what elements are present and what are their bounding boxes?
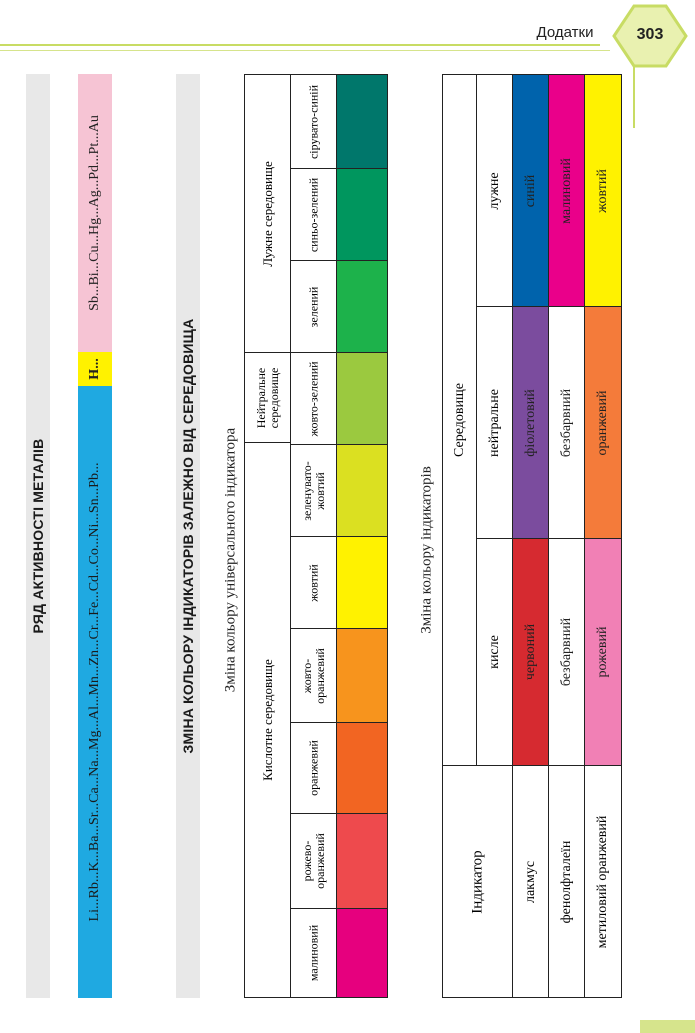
- indicators-table: [442, 74, 622, 998]
- header-environment: [442, 74, 477, 766]
- indicator-color-label: оранжевий: [595, 389, 610, 456]
- indicator-column-label-cell: [290, 352, 337, 445]
- indicator-column-label-cell: [290, 260, 337, 353]
- indicator-color-swatch: [336, 74, 388, 169]
- indicator-name-cell: [548, 765, 585, 998]
- indicator-column-label: жовто-зелений: [306, 360, 320, 437]
- indicator-color-label: синій: [522, 174, 538, 207]
- indicator-color-label: безбарвний: [558, 617, 574, 687]
- indicator-name-cell: [512, 765, 549, 998]
- group-neutral-text: Нейтральне середовище: [253, 367, 281, 428]
- universal-indicator-table: [244, 74, 388, 998]
- indicator-color-cell: [548, 538, 585, 766]
- indicator-color-swatch: [336, 536, 388, 629]
- environment-column-header: [476, 306, 513, 539]
- bottom-corner-decoration: [640, 1020, 695, 1033]
- indicator-color-label: червоний: [522, 623, 538, 681]
- activity-segment-pink: [78, 74, 112, 352]
- indicator-color-cell: [584, 538, 622, 766]
- indicator-column-label: жовтий: [306, 563, 320, 602]
- indicator-column-label-cell: [290, 536, 337, 629]
- page-number: 303: [636, 26, 664, 43]
- indicator-name: фенолфталеїн: [558, 840, 574, 923]
- indicators-caption-box: [414, 400, 440, 700]
- indicator-color-swatch: [336, 908, 388, 998]
- indicator-column-label: зеленувато-жовтий: [299, 460, 327, 521]
- environment-column-label: нейтральне: [486, 388, 502, 457]
- indicator-color-label: безбарвний: [558, 388, 574, 457]
- indicator-column-label-cell: [290, 444, 337, 537]
- indicators-table-caption: Зміна кольору індикаторів: [418, 466, 435, 634]
- indicator-name: лакмус: [522, 860, 538, 903]
- indicator-name-cell: [584, 765, 622, 998]
- indicator-color-cell: [512, 306, 549, 539]
- indicator-column-label: малиновий: [306, 924, 320, 982]
- universal-indicator-caption: Зміна кольору універсального індикатора: [222, 427, 239, 693]
- header-indicator-label: Індикатор: [469, 849, 485, 914]
- indicator-column-label-cell: [290, 74, 337, 169]
- indicator-color-swatch: [336, 352, 388, 445]
- indicator-column-label: синьо-зелений: [306, 177, 320, 252]
- activity-series-title-bar: [26, 74, 50, 998]
- indicator-color-cell: [548, 74, 585, 307]
- indicator-color-swatch: [336, 260, 388, 353]
- indicators-section-title: ЗМІНА КОЛЬОРУ ІНДИКАТОРІВ ЗАЛЕЖНО ВІД СЕРЕДОВИЩА: [180, 318, 196, 754]
- indicator-column-label-cell: [290, 722, 337, 814]
- indicator-color-swatch: [336, 168, 388, 261]
- header-indicator: [442, 765, 513, 998]
- indicator-color-cell: [584, 74, 622, 307]
- environment-column-header: [476, 74, 513, 307]
- activity-segment-blue-text: Li...Rb...K...Ba...Sr...Ca...Na...Mg...Al...Mn...Zn...Cr...Fe...Cd...Co...Ni...Sn...Pb...: [87, 462, 102, 922]
- indicator-column-label-cell: [290, 168, 337, 261]
- header-rule-bottom: [0, 50, 610, 51]
- indicator-color-swatch: [336, 444, 388, 537]
- indicator-color-cell: [512, 74, 549, 307]
- universal-indicator-caption-box: [218, 360, 244, 760]
- indicator-column-label: сірувато-синій: [306, 84, 320, 159]
- header-environment-label: Середовище: [451, 383, 467, 457]
- activity-segment-pink-text: Sb...Bi...Cu...Hg...Ag...Pd...Pt...Au: [87, 115, 102, 311]
- indicator-color-label: малиновий: [558, 157, 574, 224]
- indicator-column-label: оранжевий: [306, 740, 320, 796]
- activity-segment-yellow-text: H...: [87, 358, 102, 380]
- indicator-color-label: жовтий: [595, 168, 610, 213]
- indicator-color-label: рожевий: [595, 626, 610, 678]
- indicator-column-label: жовто-оранжевий: [299, 647, 327, 704]
- activity-series-strip: [78, 74, 112, 998]
- indicator-color-label: фіолетовий: [522, 388, 538, 457]
- indicator-column-label: зелений: [306, 286, 320, 327]
- activity-series-title: РЯД АКТИВНОСТІ МЕТАЛІВ: [30, 438, 46, 634]
- indicator-color-cell: [548, 306, 585, 539]
- indicators-title-bar: [176, 74, 200, 998]
- indicator-color-swatch: [336, 722, 388, 814]
- indicator-color-cell: [512, 538, 549, 766]
- header-rule-top: [0, 44, 600, 46]
- group-alkaline: [244, 74, 291, 353]
- activity-segment-blue: [78, 386, 112, 998]
- header-bar: [0, 0, 695, 75]
- indicator-color-swatch: [336, 813, 388, 909]
- indicator-column-label: рожево-оранжевий: [299, 833, 327, 889]
- indicator-name: метиловий оранжевий: [595, 815, 610, 948]
- indicator-color-cell: [584, 306, 622, 539]
- indicator-column-label-cell: [290, 813, 337, 909]
- indicator-column-label-cell: [290, 908, 337, 998]
- group-neutral: [244, 352, 291, 443]
- environment-column-header: [476, 538, 513, 766]
- environment-column-label: лужне: [486, 171, 502, 210]
- section-label: Додатки: [536, 24, 594, 41]
- group-acidic: [244, 442, 291, 998]
- environment-column-label: кисле: [486, 635, 502, 669]
- activity-segment-yellow: [78, 352, 112, 386]
- indicator-color-swatch: [336, 628, 388, 723]
- indicator-column-label-cell: [290, 628, 337, 723]
- group-neutral-label: [255, 363, 281, 433]
- group-alkaline-label: Лужне середовище: [259, 160, 275, 267]
- group-acidic-label: Кислотне середовище: [259, 659, 275, 781]
